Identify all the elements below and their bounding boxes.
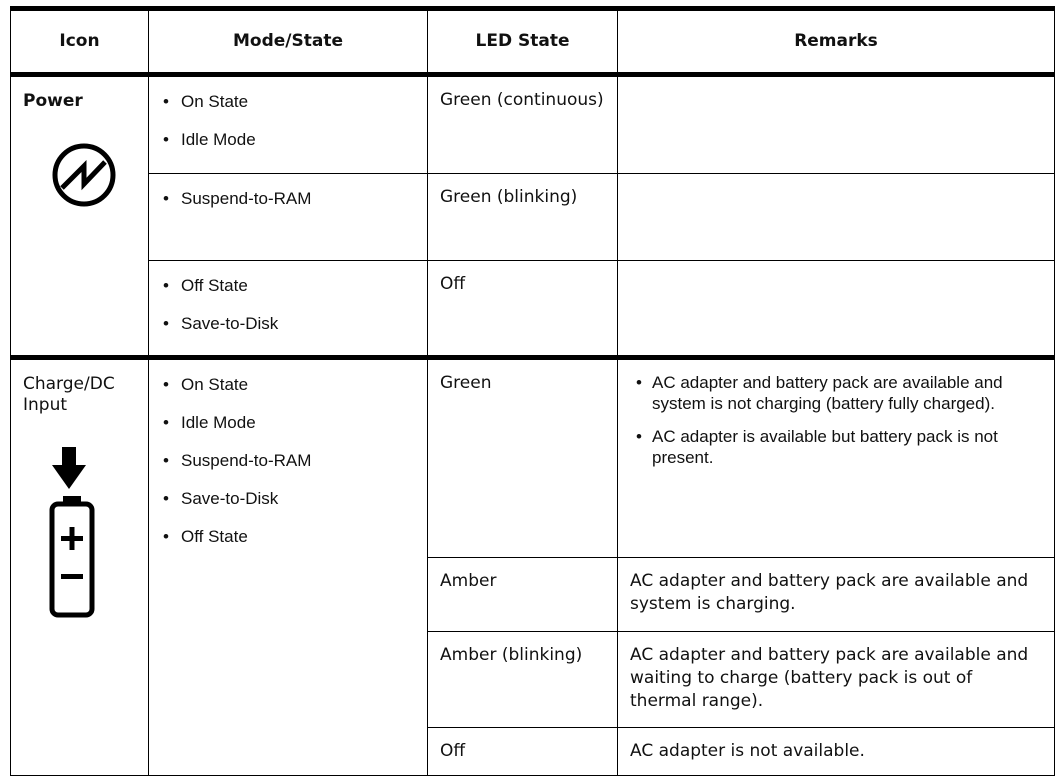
header-remarks: Remarks <box>618 9 1055 75</box>
mode-item: • Suspend-to-RAM <box>163 450 427 471</box>
header-led-state: LED State <box>428 9 618 75</box>
charge-row-1 <box>11 357 1055 557</box>
charge-led-1: Green <box>428 357 618 557</box>
header-mode-state: Mode/State <box>149 9 428 75</box>
power-icon-cell <box>11 74 149 357</box>
power-label: Power <box>23 90 83 111</box>
mode-item: • On State <box>163 374 427 395</box>
header-row <box>11 9 1055 75</box>
charge-modes <box>149 357 428 775</box>
power-modes-1 <box>149 74 428 173</box>
power-remark-1 <box>618 74 1055 173</box>
charge-remark-2: AC adapter and battery pack are available and system is charging. <box>618 557 1055 631</box>
power-led-2: Green (blinking) <box>428 174 618 261</box>
power-remark-2 <box>618 174 1055 261</box>
charge-remark-3: AC adapter and battery pack are available and waiting to charge (battery pack is out of thermal range). <box>618 631 1055 727</box>
charge-led-4: Off <box>428 727 618 775</box>
power-modes-3 <box>149 260 428 357</box>
charge-remark-1 <box>618 357 1055 557</box>
power-remark-3 <box>618 260 1055 357</box>
remark-item: • AC adapter is available but battery pack is not present. <box>636 426 1042 468</box>
led-status-table <box>10 6 1055 776</box>
power-led-1: Green (continuous) <box>428 74 618 173</box>
charge-led-2: Amber <box>428 557 618 631</box>
mode-item: • Suspend-to-RAM <box>163 188 427 209</box>
power-row-3 <box>11 260 1055 357</box>
header-icon: Icon <box>11 9 149 75</box>
charge-icon-cell <box>11 357 149 775</box>
mode-item: • Save-to-Disk <box>163 313 427 334</box>
mode-item: • Idle Mode <box>163 412 427 433</box>
power-row-1 <box>11 74 1055 173</box>
mode-item: • On State <box>163 91 427 112</box>
charge-remark-4: AC adapter is not available. <box>618 727 1055 775</box>
remark-item: • AC adapter and battery pack are available and system is not charging (battery fully charged). <box>636 372 1042 414</box>
mode-item: • Off State <box>163 526 427 547</box>
charge-led-3: Amber (blinking) <box>428 631 618 727</box>
power-row-2 <box>11 174 1055 261</box>
power-symbol-icon <box>50 141 148 214</box>
mode-item: • Idle Mode <box>163 129 427 150</box>
power-modes-2 <box>149 174 428 261</box>
battery-icon <box>49 496 148 623</box>
power-led-3: Off <box>428 260 618 357</box>
charge-label: Charge/DC Input <box>23 373 115 415</box>
mode-item: • Off State <box>163 275 427 296</box>
mode-item: • Save-to-Disk <box>163 488 427 509</box>
down-arrow-icon <box>52 447 148 494</box>
